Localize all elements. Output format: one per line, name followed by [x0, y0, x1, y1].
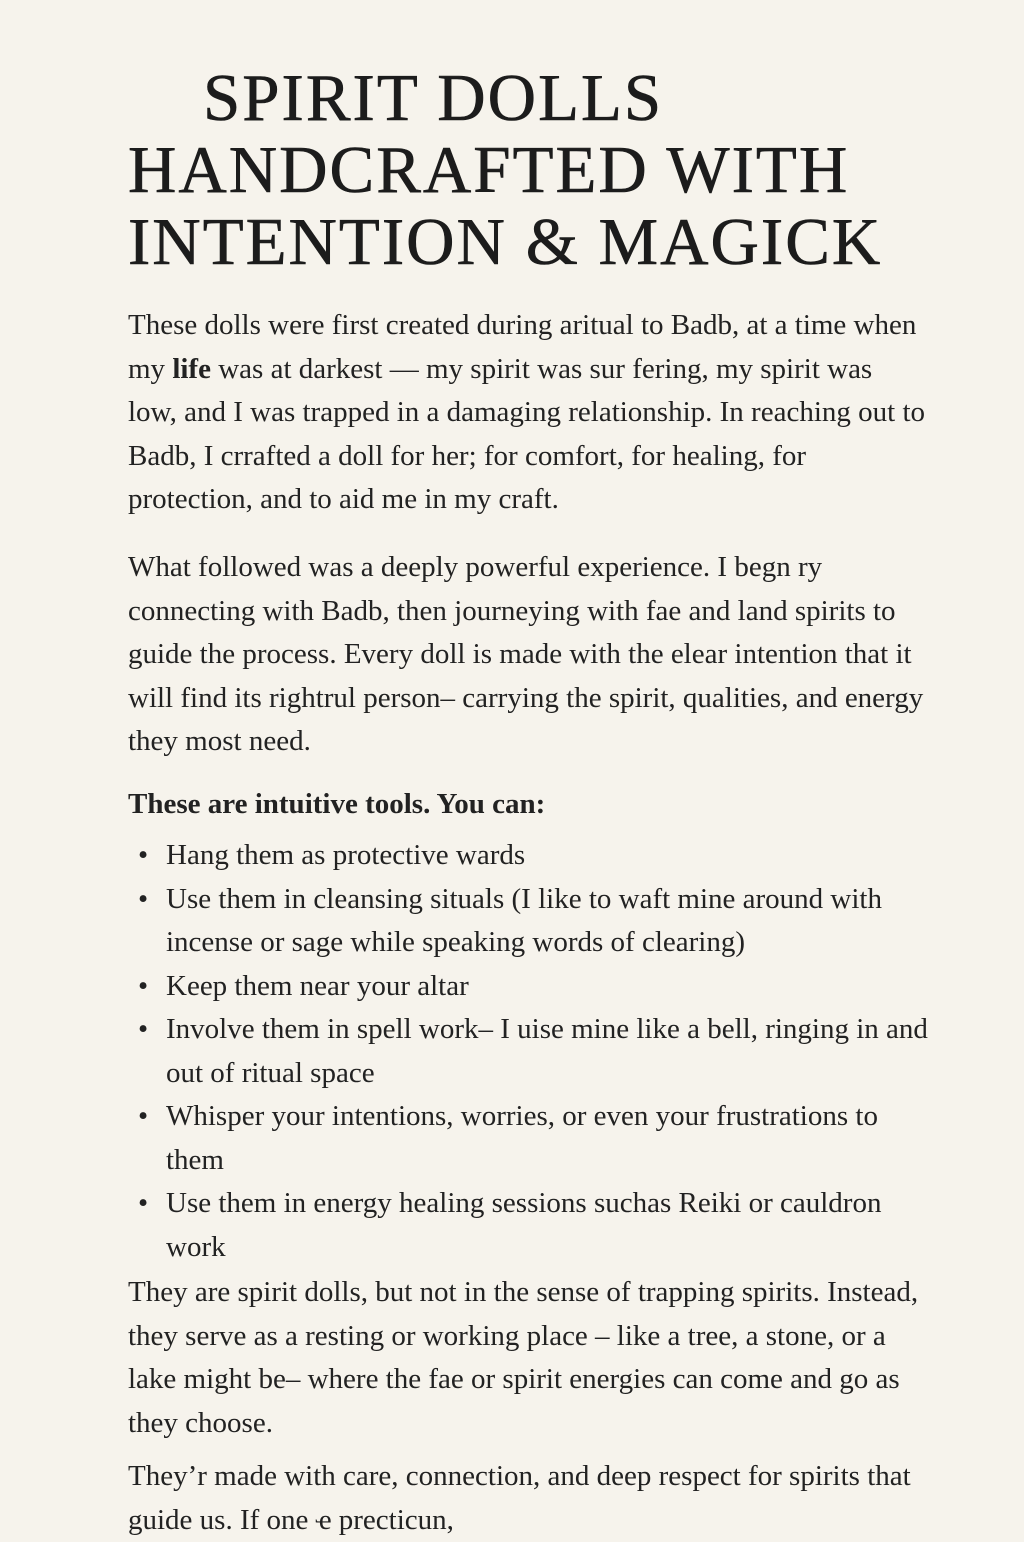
list-item: [128, 1182, 928, 1269]
list-item-text: Use them in energy healing sessions suchas Reiki or cauldron work: [166, 1187, 882, 1263]
list-item: [128, 1008, 928, 1095]
bullet-icon: •: [138, 882, 149, 915]
list-item-text: Involve them in spell work– I uise mine like a bell, ringing in and out of ritual space: [166, 1013, 928, 1089]
paragraph-origin-text-2: was at darkest — my spirit was sur fering, my spirit was low, and I was trapped in a damaging relationship. In reaching out to Badb, I crrafted a doll for her; for comfort, for healing, for protection, and to aid me in my craft.: [128, 352, 926, 515]
title-line-3: INTENTION & MAGICK: [128, 205, 883, 279]
list-item-text: Hang them as protective wards: [166, 839, 526, 871]
list-item: [128, 1095, 928, 1182]
paragraph-origin: [128, 304, 928, 522]
uses-intro: These are intuitive tools. You can:: [128, 788, 546, 820]
uses-list: [128, 834, 928, 1269]
title-line-1: SPIRIT DOLLS: [203, 61, 664, 135]
list-item: [128, 965, 928, 1009]
bullet-icon: •: [138, 1013, 149, 1045]
paragraph-spirit-dolls: They are spirit dolls, but not in the sense of trapping spirits. Instead, they serve as a resting or working place – like a tree, a stone, or a lake might be– where the fae or spirit energies can come and go as they choose.: [128, 1276, 919, 1439]
bullet-icon: •: [138, 969, 149, 1002]
bullet-icon: •: [138, 1187, 149, 1219]
title-line-2: HANDCRAFTED WITH: [128, 133, 850, 207]
paragraph-closing: They’r made with care, connection, and deep respect for spirits that guide us. If one ҽ precticun,: [128, 1460, 911, 1536]
paragraph-process: What followed was a deeply powerful experience. I begn ry connecting with Badb, then journeying with fae and land spirits to guide the process. Every doll is made with the elear intention that it will find its rightrul person– carrying the spirit, qualities, and energy they most need.: [128, 551, 924, 757]
list-item-text: Whisper your intentions, worries, or even your frustrations to them: [166, 1100, 878, 1176]
bullet-icon: •: [138, 1100, 149, 1132]
paragraph-origin-text-1: These dolls were first created during aritual to Badb, at a time when my: [128, 309, 917, 385]
paragraph-origin-bold-word: life: [172, 352, 211, 385]
page-title: [128, 62, 988, 278]
list-item-text: Use them in cleansing situals (I like to waft mine around with incense or sage while speaking words of clearing): [166, 882, 882, 958]
bullet-icon: •: [138, 839, 149, 871]
list-item: [128, 878, 928, 965]
list-item: [128, 834, 928, 878]
list-item-text: Keep them near your altar: [166, 969, 469, 1002]
